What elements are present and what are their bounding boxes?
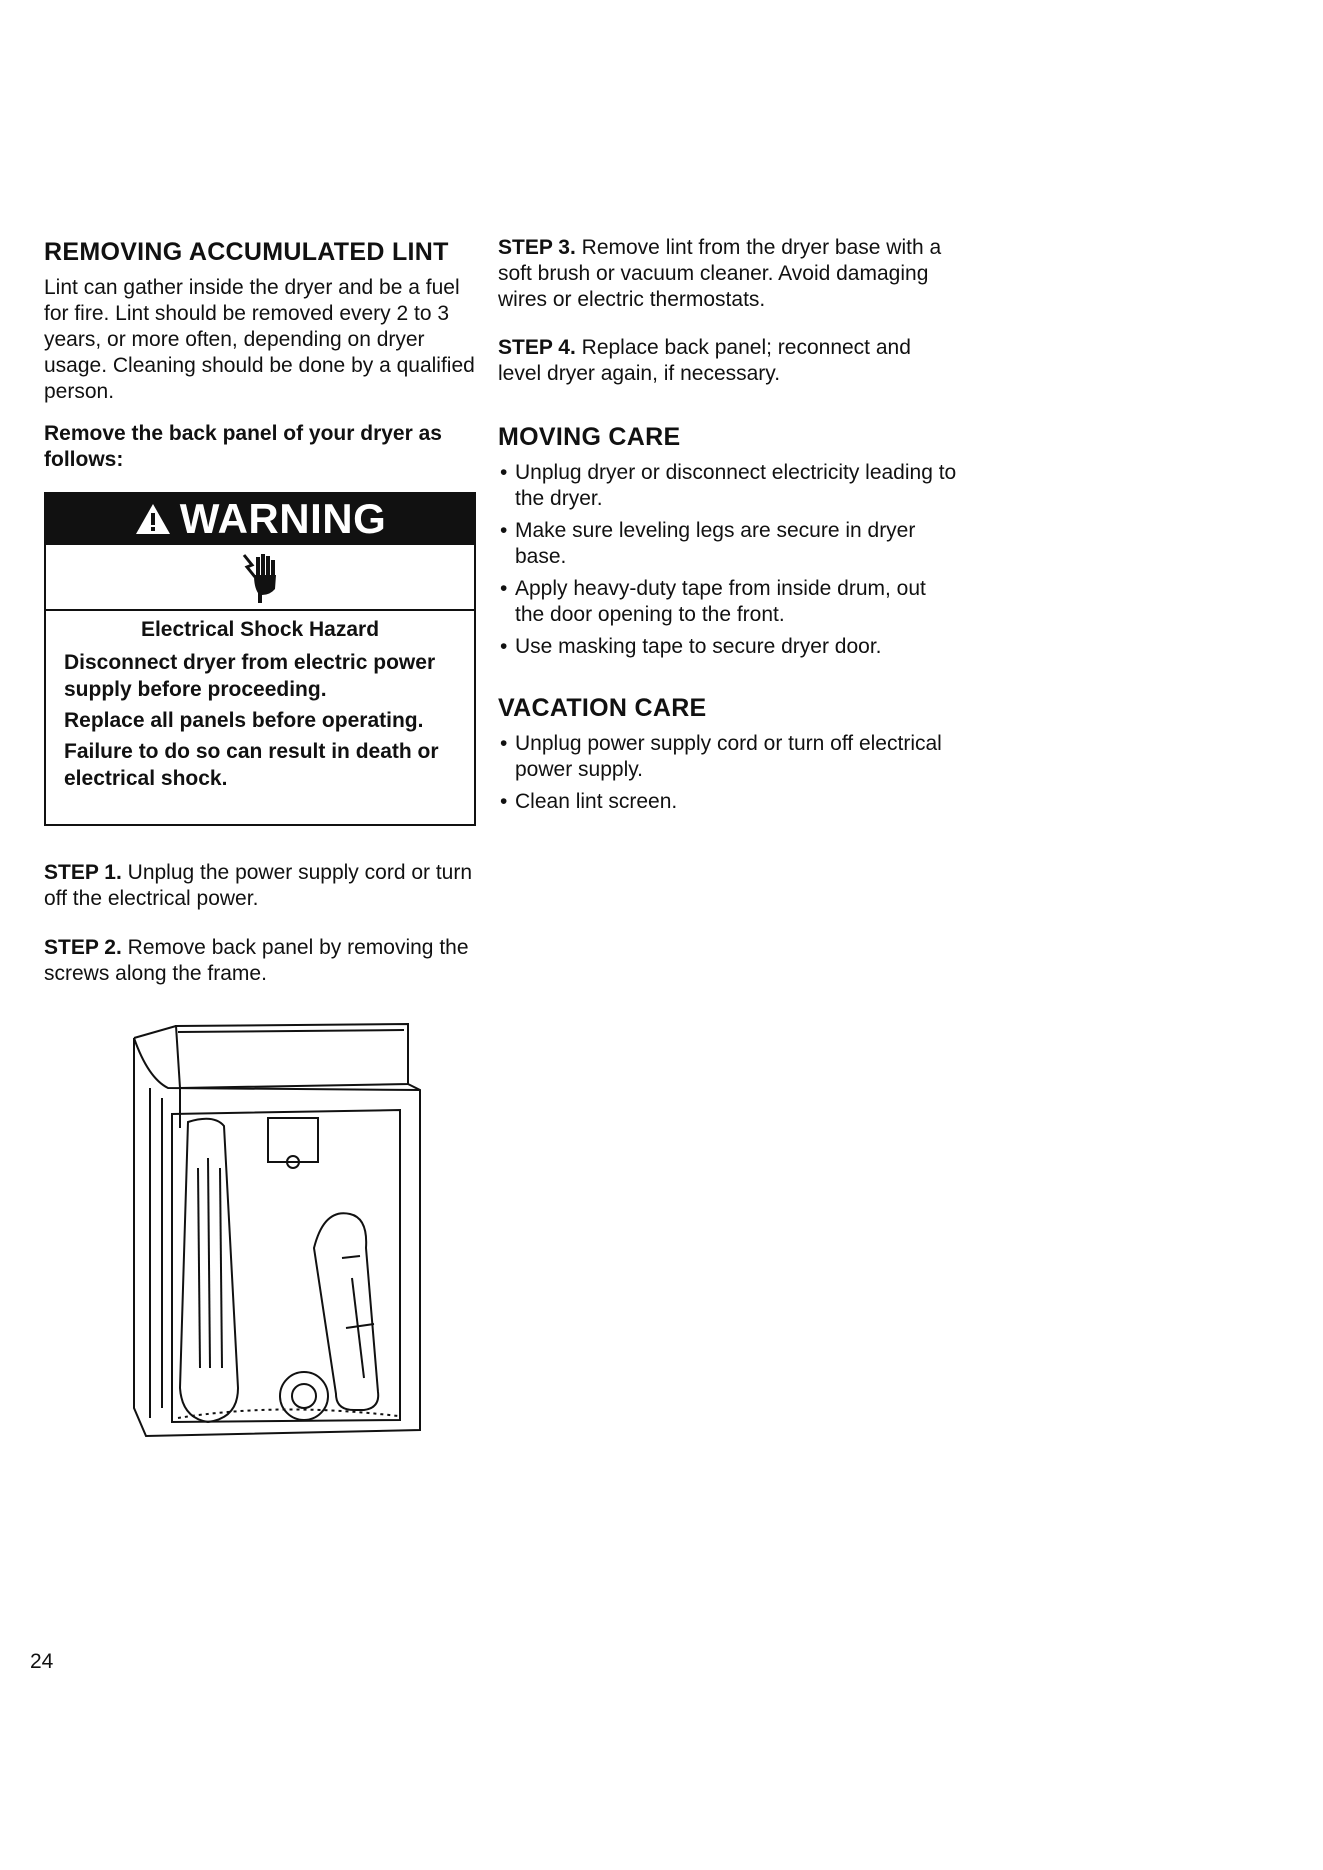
step-2-label: STEP 2. (44, 936, 122, 959)
step-1 (44, 860, 484, 912)
section-heading-vacation-care: VACATION CARE (498, 694, 707, 722)
list-item: • Apply heavy-duty tape from inside drum, out the door opening to the front. (498, 576, 958, 628)
step-1-label: STEP 1. (44, 861, 122, 884)
warning-line-3: Failure to do so can result in death or electrical shock. (64, 740, 439, 790)
step-3 (498, 235, 958, 313)
intro-paragraph: Lint can gather inside the dryer and be a fuel for fire. Lint should be removed every 2 to 3 years, or more often, depending on dryer usage. Cleaning should be done by a qualified person. (44, 276, 475, 403)
moving-care-list (498, 460, 958, 660)
list-item: • Make sure leveling legs are secure in dryer base. (498, 518, 958, 570)
warning-header (46, 492, 474, 545)
section-heading-moving-care: MOVING CARE (498, 423, 681, 451)
left-column (44, 238, 484, 473)
step-4-text: Replace back panel; reconnect and level dryer again, if necessary. (498, 336, 911, 385)
warning-icon-area (46, 545, 474, 611)
warning-body (46, 611, 474, 792)
electrical-shock-hand-icon (240, 549, 280, 605)
right-column (498, 235, 958, 821)
list-item: • Unplug power supply cord or turn off electrical power supply. (498, 731, 958, 783)
list-item: • Unplug dryer or disconnect electricity leading to the dryer. (498, 460, 958, 512)
page-number: 24 (30, 1650, 54, 1673)
lead-instruction: Remove the back panel of your dryer as follows: (44, 422, 442, 471)
warning-triangle-icon (134, 502, 172, 536)
step-4 (498, 335, 958, 387)
warning-line-2: Replace all panels before operating. (64, 709, 424, 732)
step-2 (44, 935, 484, 987)
step-4-label: STEP 4. (498, 336, 576, 359)
list-item: • Clean lint screen. (498, 789, 958, 815)
dryer-back-panel-illustration (128, 1018, 422, 1450)
step-3-label: STEP 3. (498, 236, 576, 259)
section-heading-removing-lint: REMOVING ACCUMULATED LINT (44, 238, 449, 266)
list-item: • Use masking tape to secure dryer door. (498, 634, 958, 660)
warning-title: WARNING (179, 494, 387, 542)
warning-hazard-title: Electrical Shock Hazard (140, 618, 380, 641)
warning-box (44, 492, 476, 826)
warning-line-1: Disconnect dryer from electric power supply before proceeding. (64, 651, 436, 701)
step-2-text: Remove back panel by removing the screws along the frame. (44, 936, 469, 985)
step-3-text: Remove lint from the dryer base with a soft brush or vacuum cleaner. Avoid damaging wires or electric thermostats. (498, 236, 942, 311)
step-1-text: Unplug the power supply cord or turn off the electrical power. (44, 861, 473, 910)
vacation-care-list (498, 731, 958, 815)
